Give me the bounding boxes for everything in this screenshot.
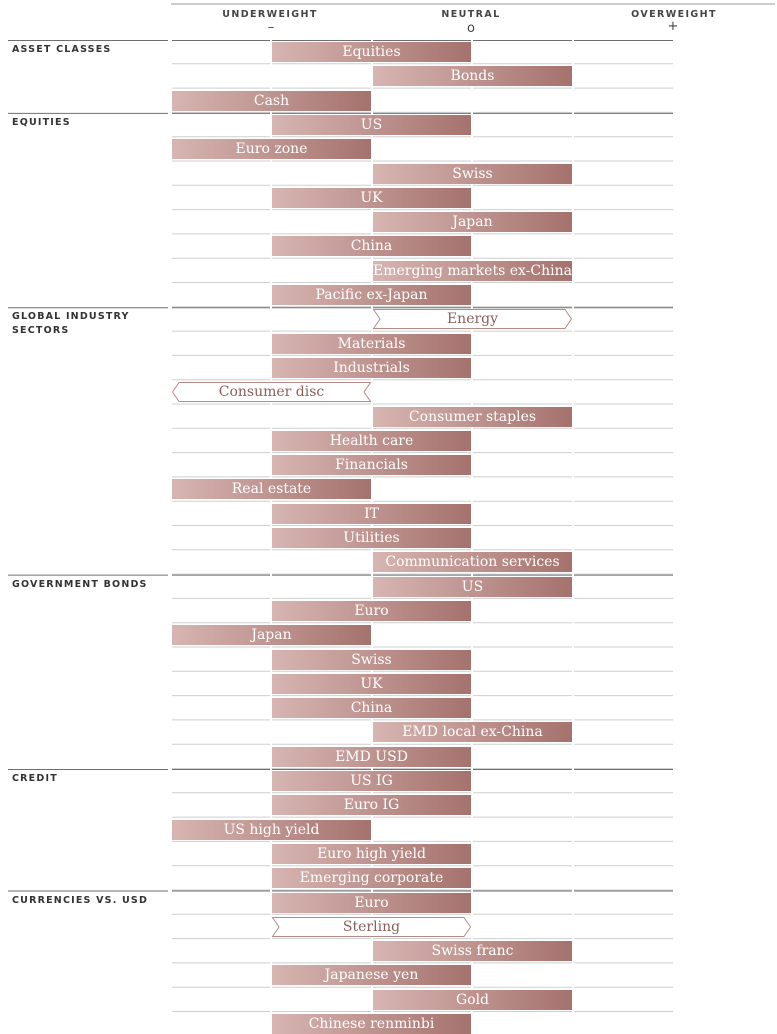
minus-symbol: – — [267, 20, 275, 35]
section-label: CREDIT — [12, 773, 58, 784]
bar-label: EMD local ex-China — [402, 724, 543, 741]
bar-label: Consumer staples — [408, 408, 537, 425]
allocation-bar — [272, 188, 471, 208]
bar-label: Euro zone — [235, 141, 308, 158]
bar-label: Materials — [337, 335, 406, 352]
bar-label: China — [350, 238, 393, 255]
allocation-bar — [373, 261, 572, 281]
section-label: GOVERNMENT BONDS — [12, 578, 148, 590]
section-label: GLOBAL INDUSTRY SECTORS — [12, 311, 130, 337]
bar-label: Japan — [452, 214, 493, 231]
allocation-bar — [373, 309, 572, 329]
bar-label: Japan — [251, 627, 292, 644]
bar-label: Energy — [446, 311, 499, 328]
allocation-bar — [373, 164, 572, 184]
bar-label: Financials — [335, 457, 408, 474]
bar-label: Japanese yen — [324, 967, 419, 984]
section-label: ASSET CLASSES — [12, 44, 112, 55]
allocation-bar — [272, 698, 471, 718]
allocation-bar — [272, 674, 471, 694]
allocation-bar — [272, 285, 471, 305]
allocation-bar — [272, 893, 471, 913]
overweight-header: OVERWEIGHT — [631, 9, 717, 20]
bar-label: US — [360, 116, 383, 133]
allocation-bar — [172, 382, 371, 402]
allocation-bar — [172, 625, 371, 645]
allocation-bar — [373, 552, 572, 572]
bar-label: China — [350, 700, 393, 717]
bar-label: Utilities — [343, 530, 400, 546]
bar-label: Euro — [354, 894, 389, 911]
bar-label: US IG — [350, 773, 393, 789]
allocation-bar — [272, 358, 471, 378]
bar-label: Industrials — [333, 359, 410, 376]
allocation-bar — [272, 771, 471, 791]
underweight-header: UNDERWEIGHT — [222, 9, 318, 20]
allocation-bar — [272, 431, 471, 451]
allocation-bar — [272, 42, 471, 62]
allocation-bar — [272, 455, 471, 475]
bar-label: UK — [360, 189, 383, 206]
allocation-bar — [373, 941, 572, 961]
bar-label: US — [461, 578, 484, 595]
allocation-bar — [272, 747, 471, 767]
allocation-bar — [373, 212, 572, 232]
section-label: CURRENCIES VS. USD — [12, 894, 149, 906]
allocation-bar — [373, 990, 572, 1010]
bar-label: Euro high yield — [317, 845, 426, 862]
allocation-bar — [272, 236, 471, 256]
allocation-bar — [172, 139, 371, 159]
bar-label: Pacific ex-Japan — [315, 287, 428, 303]
allocation-bar — [272, 868, 471, 888]
allocation-bar — [272, 917, 471, 937]
bar-label: Swiss — [452, 165, 493, 182]
bar-label: Equities — [342, 44, 401, 60]
bar-label: Communication services — [385, 554, 560, 571]
bar-label: Euro — [354, 602, 389, 619]
allocation-bar — [272, 1014, 471, 1034]
allocation-bar — [373, 577, 572, 597]
bar-label: UK — [360, 675, 383, 692]
allocation-bar — [172, 479, 371, 499]
allocation-bar — [272, 965, 471, 985]
allocation-bar — [272, 504, 471, 524]
bar-label: IT — [364, 505, 379, 522]
allocation-bar — [373, 66, 572, 86]
bar-label: Swiss — [351, 651, 392, 668]
allocation-bar — [272, 115, 471, 135]
allocation-bar — [272, 334, 471, 354]
allocation-bar — [272, 844, 471, 864]
bar-label: Emerging markets ex-China — [373, 262, 572, 279]
section-label: EQUITIES — [12, 116, 71, 128]
bar-label: Emerging corporate — [299, 870, 444, 887]
bar-label: Swiss franc — [431, 943, 514, 960]
allocation-bar — [172, 91, 371, 111]
allocation-bar — [272, 795, 471, 815]
bar-label: Bonds — [450, 68, 495, 85]
bar-label: Euro IG — [343, 797, 400, 814]
bar-label: Health care — [329, 432, 414, 449]
allocation-bar — [272, 528, 471, 548]
bar-label: Chinese renminbi — [308, 1016, 435, 1032]
neutral-symbol: o — [467, 21, 475, 36]
bar-label: Consumer disc — [218, 384, 325, 401]
allocation-bar — [272, 601, 471, 621]
allocation-bar — [272, 650, 471, 670]
bar-label: Sterling — [342, 918, 401, 935]
allocation-bar — [373, 722, 572, 742]
neutral-header: NEUTRAL — [441, 9, 501, 20]
plus-symbol: + — [667, 19, 679, 34]
bar-label: EMD USD — [335, 748, 408, 765]
bar-label: Gold — [455, 991, 490, 1008]
bar-label: Cash — [253, 92, 290, 109]
bar-label: US high yield — [223, 821, 320, 838]
bar-label: Real estate — [231, 481, 312, 498]
allocation-bar — [373, 407, 572, 427]
allocation-bar — [172, 820, 371, 840]
